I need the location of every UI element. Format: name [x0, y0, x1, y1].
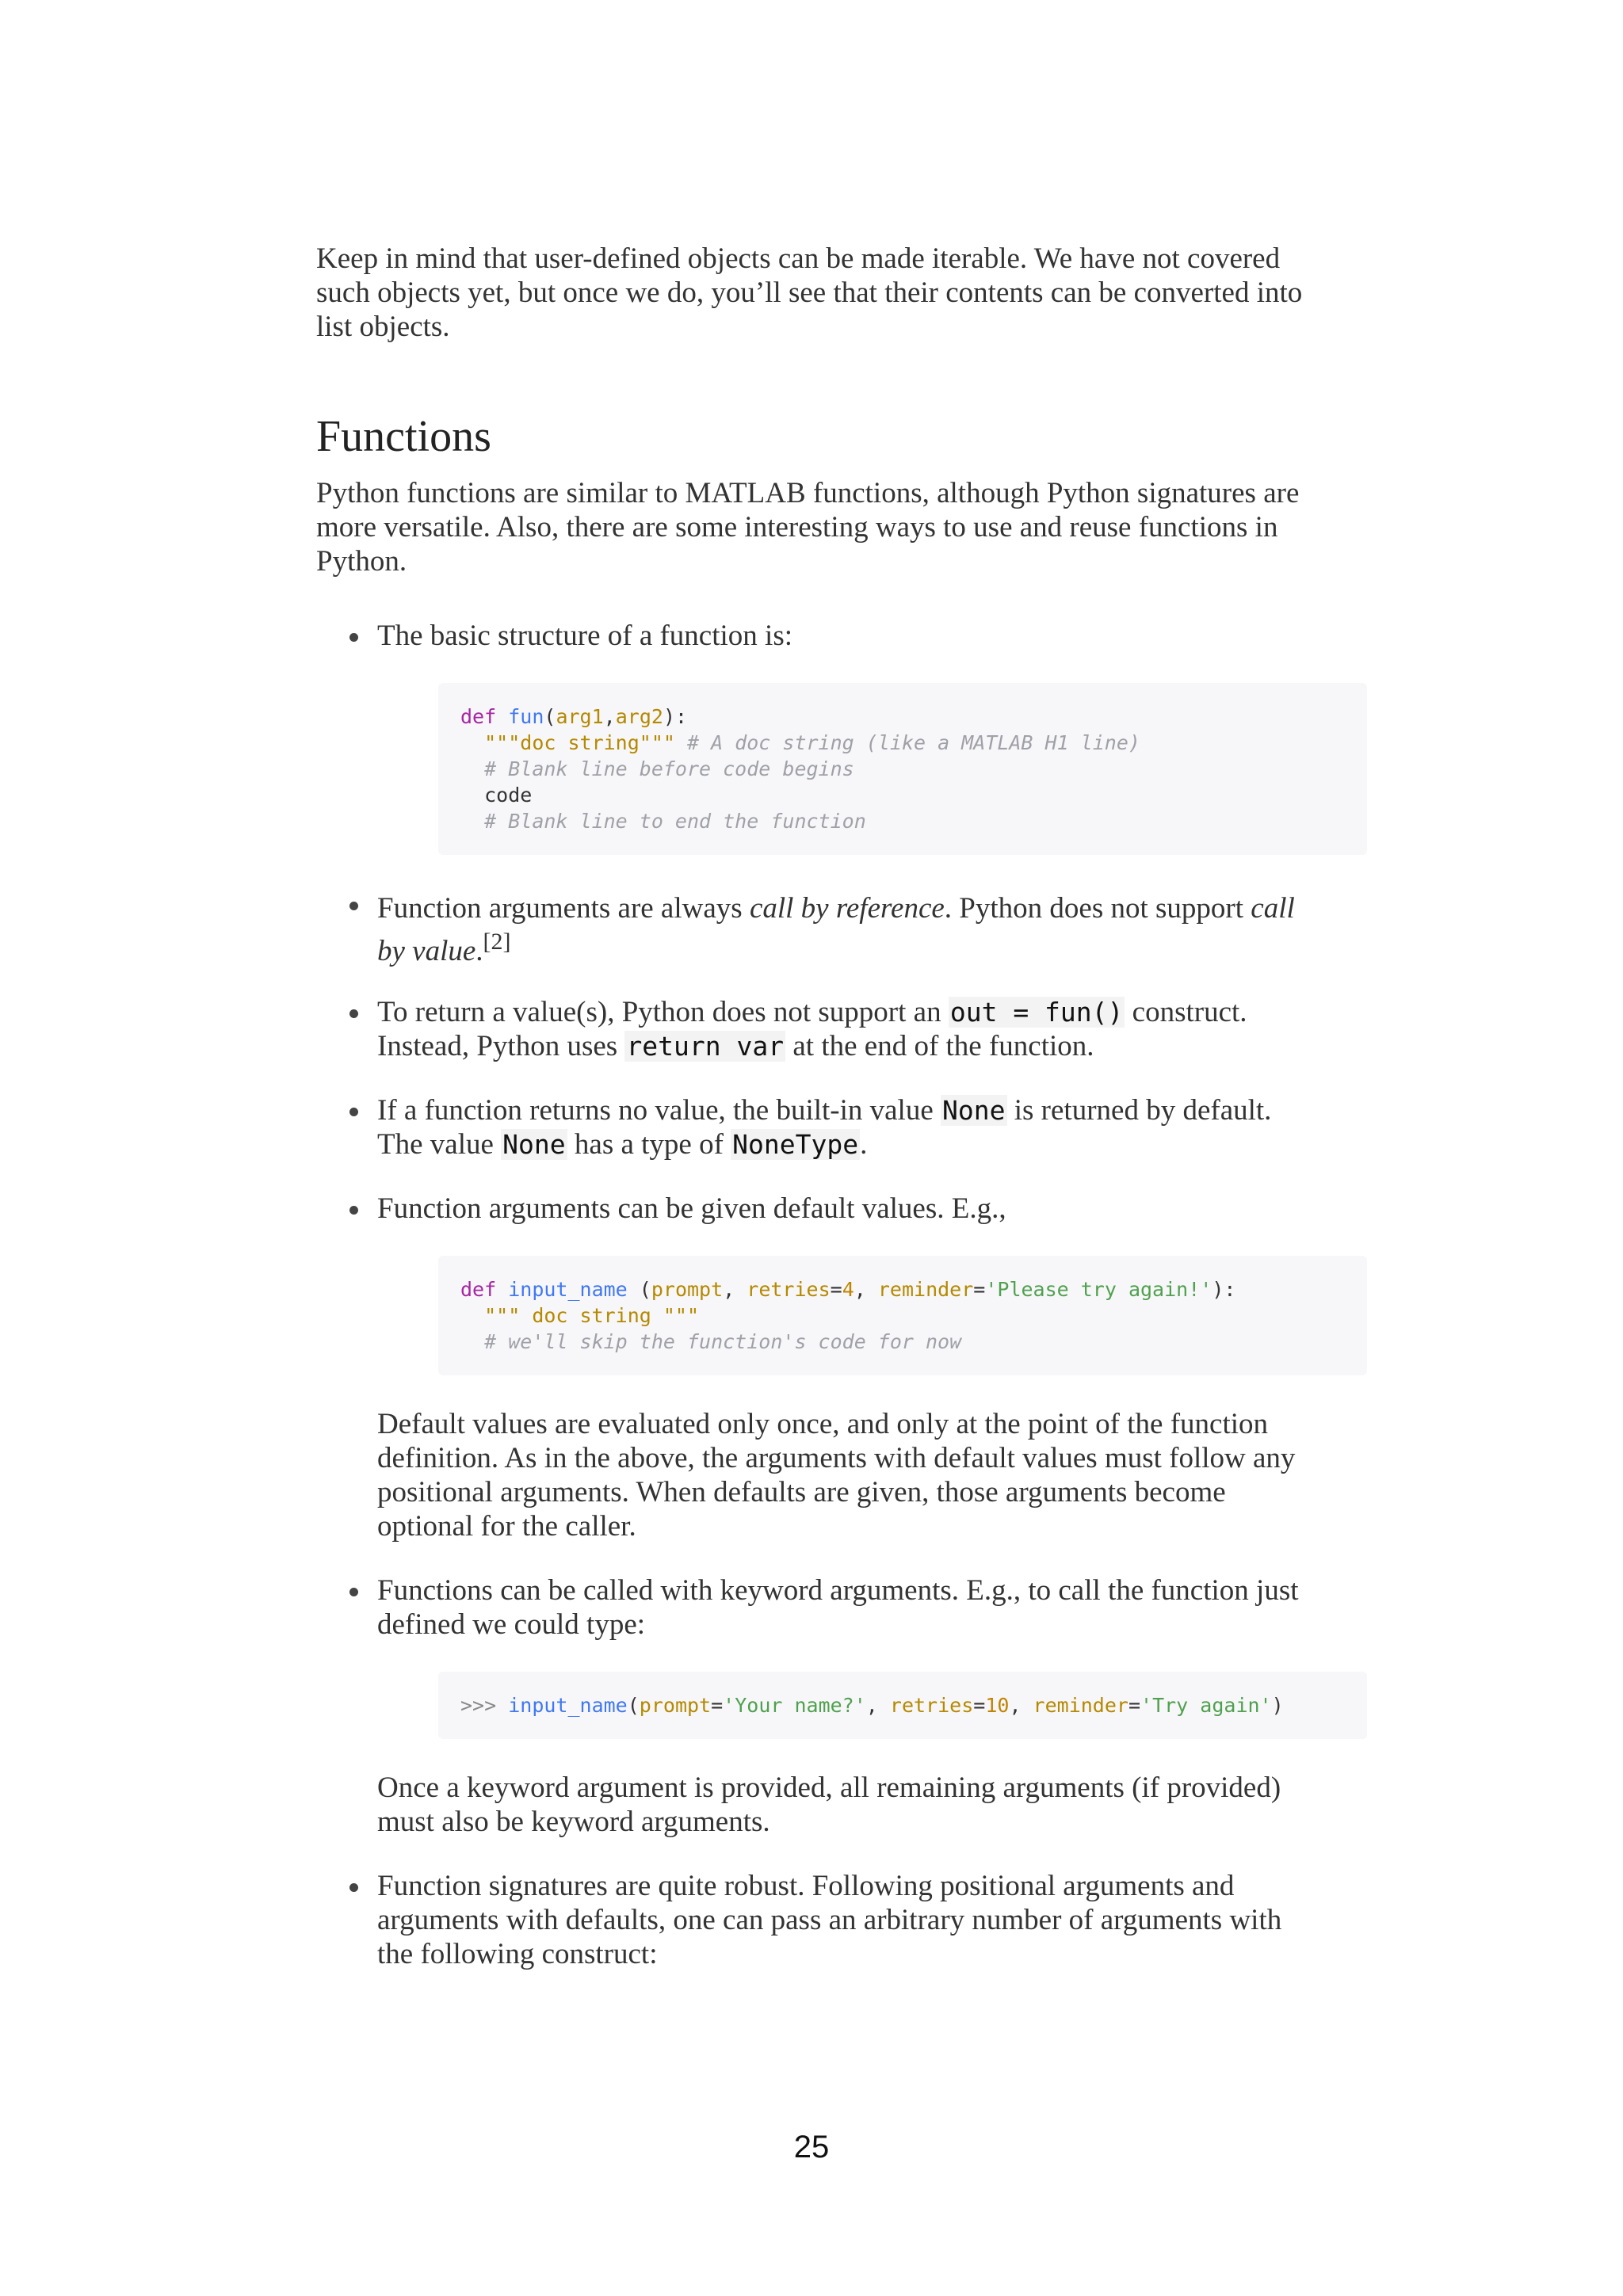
- bullet-text: Function signatures are quite robust. Following positional arguments and arguments with defaults, one can pass an arbitrary number of arguments with the following construct:: [377, 1870, 1282, 1970]
- text-run: construct. Instead, Python uses: [377, 996, 1247, 1062]
- emphasis-text: call by reference: [749, 892, 945, 925]
- text-run: has a type of: [567, 1128, 731, 1161]
- bullet-item-call-by-reference: [316, 887, 1308, 973]
- code-line: [460, 756, 1345, 782]
- code-indent: [460, 1330, 484, 1353]
- bullet-text: Functions can be called with keyword arguments. E.g., to call the function just defined we could type:: [377, 1574, 1299, 1641]
- bullet-item-default-values: [316, 1192, 1308, 1226]
- bullet-dot-icon: [349, 902, 358, 910]
- code-param: reminder: [1033, 1694, 1128, 1717]
- code-line: [460, 808, 1345, 834]
- text-run: Function arguments are always: [377, 892, 750, 925]
- continuation-text: Once a keyword argument is provided, all remaining arguments (if provided) must also be keyword arguments.: [377, 1772, 1281, 1838]
- code-comment: # Blank line to end the function: [484, 810, 866, 833]
- bullet-item-function-signatures: [316, 1869, 1308, 1971]
- code-prompt: >>>: [460, 1694, 509, 1717]
- code-punct: =: [711, 1694, 724, 1717]
- footnote-reference[interactable]: [2]: [483, 929, 511, 955]
- code-indent: [460, 1304, 484, 1327]
- code-line: [460, 704, 1345, 730]
- code-keyword: def: [460, 1278, 497, 1301]
- inline-code: None: [502, 1129, 566, 1160]
- section-intro-paragraph: Python functions are similar to MATLAB functions, although Python signatures are more versatile. Also, there are some interesting ways to use and reuse functions in Python.: [316, 477, 1300, 578]
- bullet-continuation: [316, 1771, 1308, 1839]
- code-line: [460, 730, 1345, 756]
- code-param: arg2: [615, 705, 663, 728]
- code-param: arg1: [556, 705, 604, 728]
- code-comment: # Blank line before code begins: [484, 757, 854, 780]
- code-punct: =: [830, 1278, 842, 1301]
- bullet-text: The basic structure of a function is:: [377, 620, 792, 652]
- code-indent: [460, 784, 484, 807]
- inline-code: NoneType: [732, 1129, 859, 1160]
- code-indent: [460, 757, 484, 780]
- code-string: 'Your name?': [723, 1694, 866, 1717]
- code-punct: =: [1128, 1694, 1141, 1717]
- code-block-container: [316, 1256, 1308, 1375]
- code-punct: ,: [603, 705, 616, 728]
- inline-code: None: [942, 1095, 1006, 1126]
- code-line: [460, 782, 1345, 808]
- code-string: 'Please try again!': [985, 1278, 1212, 1301]
- bullet-text: [377, 887, 1308, 973]
- page-number: 25: [793, 2130, 830, 2164]
- code-param: retries: [889, 1694, 974, 1717]
- code-indent: [460, 731, 484, 754]
- code-punct: (: [627, 1278, 651, 1301]
- intro-paragraph: Keep in mind that user-defined objects can be made iterable. We have not covered such objects yet, but once we do, you’ll see that their contents can be converted into list objects.: [316, 242, 1303, 343]
- code-block-container: [316, 683, 1308, 855]
- bullet-item-keyword-arguments: [316, 1573, 1308, 1642]
- code-keyword: def: [460, 705, 497, 728]
- bullet-dot-icon: [349, 1009, 358, 1018]
- code-string: 'Try again': [1140, 1694, 1272, 1717]
- text-run: . Python does not support: [944, 892, 1251, 925]
- code-param: reminder: [877, 1278, 974, 1301]
- bullet-text: Function arguments can be given default values. E.g.,: [377, 1192, 1006, 1225]
- code-docstring: """doc string""": [484, 731, 675, 754]
- code-punct: =: [973, 1694, 986, 1717]
- code-line: [460, 1329, 1345, 1355]
- continuation-text: Default values are evaluated only once, and only at the point of the function definition. As in the above, the arguments with default values must follow any positional arguments. When defaults are given, those arguments become optional for the caller.: [377, 1408, 1296, 1543]
- bullet-continuation: [316, 1407, 1308, 1543]
- code-function-name: input_name: [508, 1694, 628, 1717]
- page-content: [316, 242, 1308, 1971]
- code-comment: # A doc string (like a MATLAB H1 line): [674, 731, 1140, 754]
- bullet-dot-icon: [349, 1206, 358, 1215]
- code-docstring: """ doc string """: [484, 1304, 700, 1327]
- bullet-list: [316, 619, 1308, 1971]
- code-line: [460, 1276, 1345, 1302]
- bullet-item-function-structure: [316, 619, 1308, 653]
- text-run: .: [860, 1128, 868, 1161]
- text-run: To return a value(s), Python does not support an: [377, 996, 949, 1028]
- code-block-default-args: [438, 1256, 1367, 1375]
- bullet-dot-icon: [349, 1883, 358, 1892]
- code-punct: (: [627, 1694, 640, 1717]
- bullet-dot-icon: [349, 1108, 358, 1116]
- code-param: prompt: [651, 1278, 724, 1301]
- code-punct: ,: [865, 1694, 890, 1717]
- code-indent: [460, 810, 484, 833]
- bullet-dot-icon: [349, 633, 358, 642]
- text-run: is returned by default. The value: [377, 1094, 1272, 1161]
- code-punct: =: [973, 1278, 986, 1301]
- code-punct: ,: [1009, 1694, 1033, 1717]
- text-run: .: [475, 935, 483, 967]
- section-heading: Functions: [316, 412, 491, 461]
- text-run: If a function returns no value, the built-in value: [377, 1094, 941, 1127]
- code-punct: ):: [663, 705, 688, 728]
- inline-code: return var: [626, 1031, 785, 1062]
- bullet-item-return-value: [316, 995, 1308, 1063]
- code-function-name: input_name: [508, 1278, 628, 1301]
- code-number: 4: [842, 1278, 854, 1301]
- code-punct: (: [544, 705, 556, 728]
- code-punct: ): [1271, 1694, 1284, 1717]
- code-line: [460, 1692, 1345, 1718]
- code-block-function-structure: [438, 683, 1367, 855]
- code-block-keyword-call: [438, 1672, 1367, 1739]
- code-line: [460, 1302, 1345, 1329]
- bullet-text: [377, 1093, 1308, 1161]
- inline-code: out = fun(): [949, 997, 1124, 1028]
- code-text: code: [484, 784, 533, 807]
- bullet-item-none-return: [316, 1093, 1308, 1161]
- bullet-text: [377, 995, 1308, 1063]
- code-punct: ,: [854, 1278, 878, 1301]
- bullet-dot-icon: [349, 1588, 358, 1596]
- code-comment: # we'll skip the function's code for now: [484, 1330, 962, 1353]
- code-block-container: [316, 1672, 1308, 1739]
- code-param: prompt: [639, 1694, 712, 1717]
- code-param: retries: [747, 1278, 831, 1301]
- text-run: at the end of the function.: [785, 1030, 1094, 1062]
- code-number: 10: [985, 1694, 1010, 1717]
- code-punct: ,: [723, 1278, 747, 1301]
- code-punct: ):: [1212, 1278, 1236, 1301]
- code-function-name: fun: [508, 705, 544, 728]
- emphasis-text: call by value: [377, 892, 1295, 967]
